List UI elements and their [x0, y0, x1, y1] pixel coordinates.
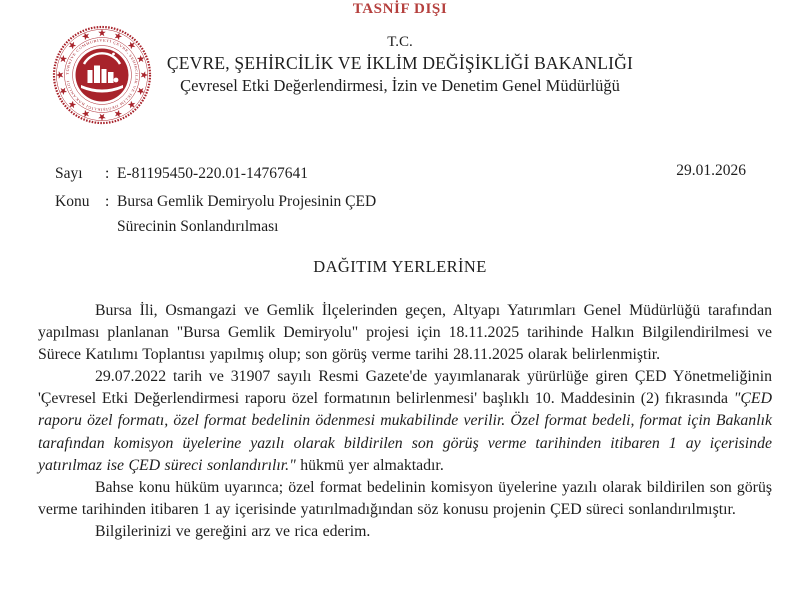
- sayi-row: [55, 161, 376, 186]
- konu-label: Konu: [55, 193, 90, 210]
- closing-line: Bilgilerinizi ve gereğini arz ve rica ederim.: [95, 522, 371, 540]
- letter-meta: [55, 161, 376, 239]
- ministry-name: ÇEVRE, ŞEHİRCİLİK VE İKLİM DEĞİŞİKLİĞİ BAKANLIĞI: [166, 53, 634, 73]
- sayi-colon: :: [105, 165, 110, 182]
- emblem-ring-text: TÜRKİYE CUMHURİYETİ ÇEVRE, ŞEHİRCİLİK VE İKLİM DEĞİŞİKLİĞİ BAKANLIĞI: [65, 38, 139, 112]
- konu-line-1: Bursa Gemlik Demiryolu Projesinin ÇED: [117, 193, 377, 210]
- paragraph2-regulation-quote: "ÇED raporu özel formatı, özel format bedelinin ödenmesi mukabilinde verilir. Özel format bedeli, format için Bakanlık tarafından komisyon üyelerine yazılı olarak bildirilen son görüş verme tarihinden itibaren 1 ay içerisinde yatırılmaz ise ÇED süreci sonlandırılır.": [38, 390, 772, 474]
- classification-banner: TASNİF DIŞI: [352, 1, 448, 17]
- republic-abbreviation: T.C.: [387, 34, 413, 50]
- paragraph2-tail: hükmü yer almaktadır.: [295, 456, 444, 474]
- sayi-label: Sayı: [55, 165, 83, 182]
- sayi-value: E-81195450-220.01-14767641: [117, 165, 309, 182]
- letter-body: [38, 300, 772, 543]
- directorate-name: Çevresel Etki Değerlendirmesi, İzin ve Denetim Genel Müdürlüğü: [180, 76, 620, 95]
- body-paragraph-2: [38, 366, 772, 476]
- distribution-heading: DAĞITIM YERLERİNE: [313, 257, 487, 276]
- konu-value: [117, 189, 376, 239]
- body-paragraph-3: Bahse konu hüküm uyarınca; özel format bedelinin komisyon üyelerine yazılı olarak bildirilen son görüş verme tarihinden itibaren 1 ay içerisinde yatırılmadığından söz konusu projenin ÇED süreci sonlandırılmıştır.: [38, 478, 772, 518]
- konu-line-2: Sürecinin Sonlandırılması: [117, 218, 279, 235]
- konu-colon: :: [105, 193, 110, 210]
- body-paragraph-1: Bursa İli, Osmangazi ve Gemlik İlçelerinden geçen, Altyapı Yatırımları Genel Müdürlüğü tarafından yapılması planlanan "Bursa Gemlik Demiryolu" projesi için 18.11.2025 tarihinde Halkın Bilgilendirilmesi ve Sürece Katılımı Toplantısı yapılmış olup; son görüş verme tarihi 28.11.2025 olarak belirlenmiştir.: [38, 302, 772, 364]
- paragraph2-lead: 29.07.2022 tarih ve 31907 sayılı Resmi Gazete'de yayımlanarak yürürlüğe giren ÇED Yönetmeliğinin 'Çevresel Etki Değerlendirmesi raporu özel formatının belirlenmesi' başlıklı 10. Maddesinin (2) fıkrasında: [38, 368, 772, 408]
- konu-row: [55, 189, 376, 239]
- letterhead: [0, 32, 800, 97]
- document-date: 29.01.2026: [676, 162, 746, 179]
